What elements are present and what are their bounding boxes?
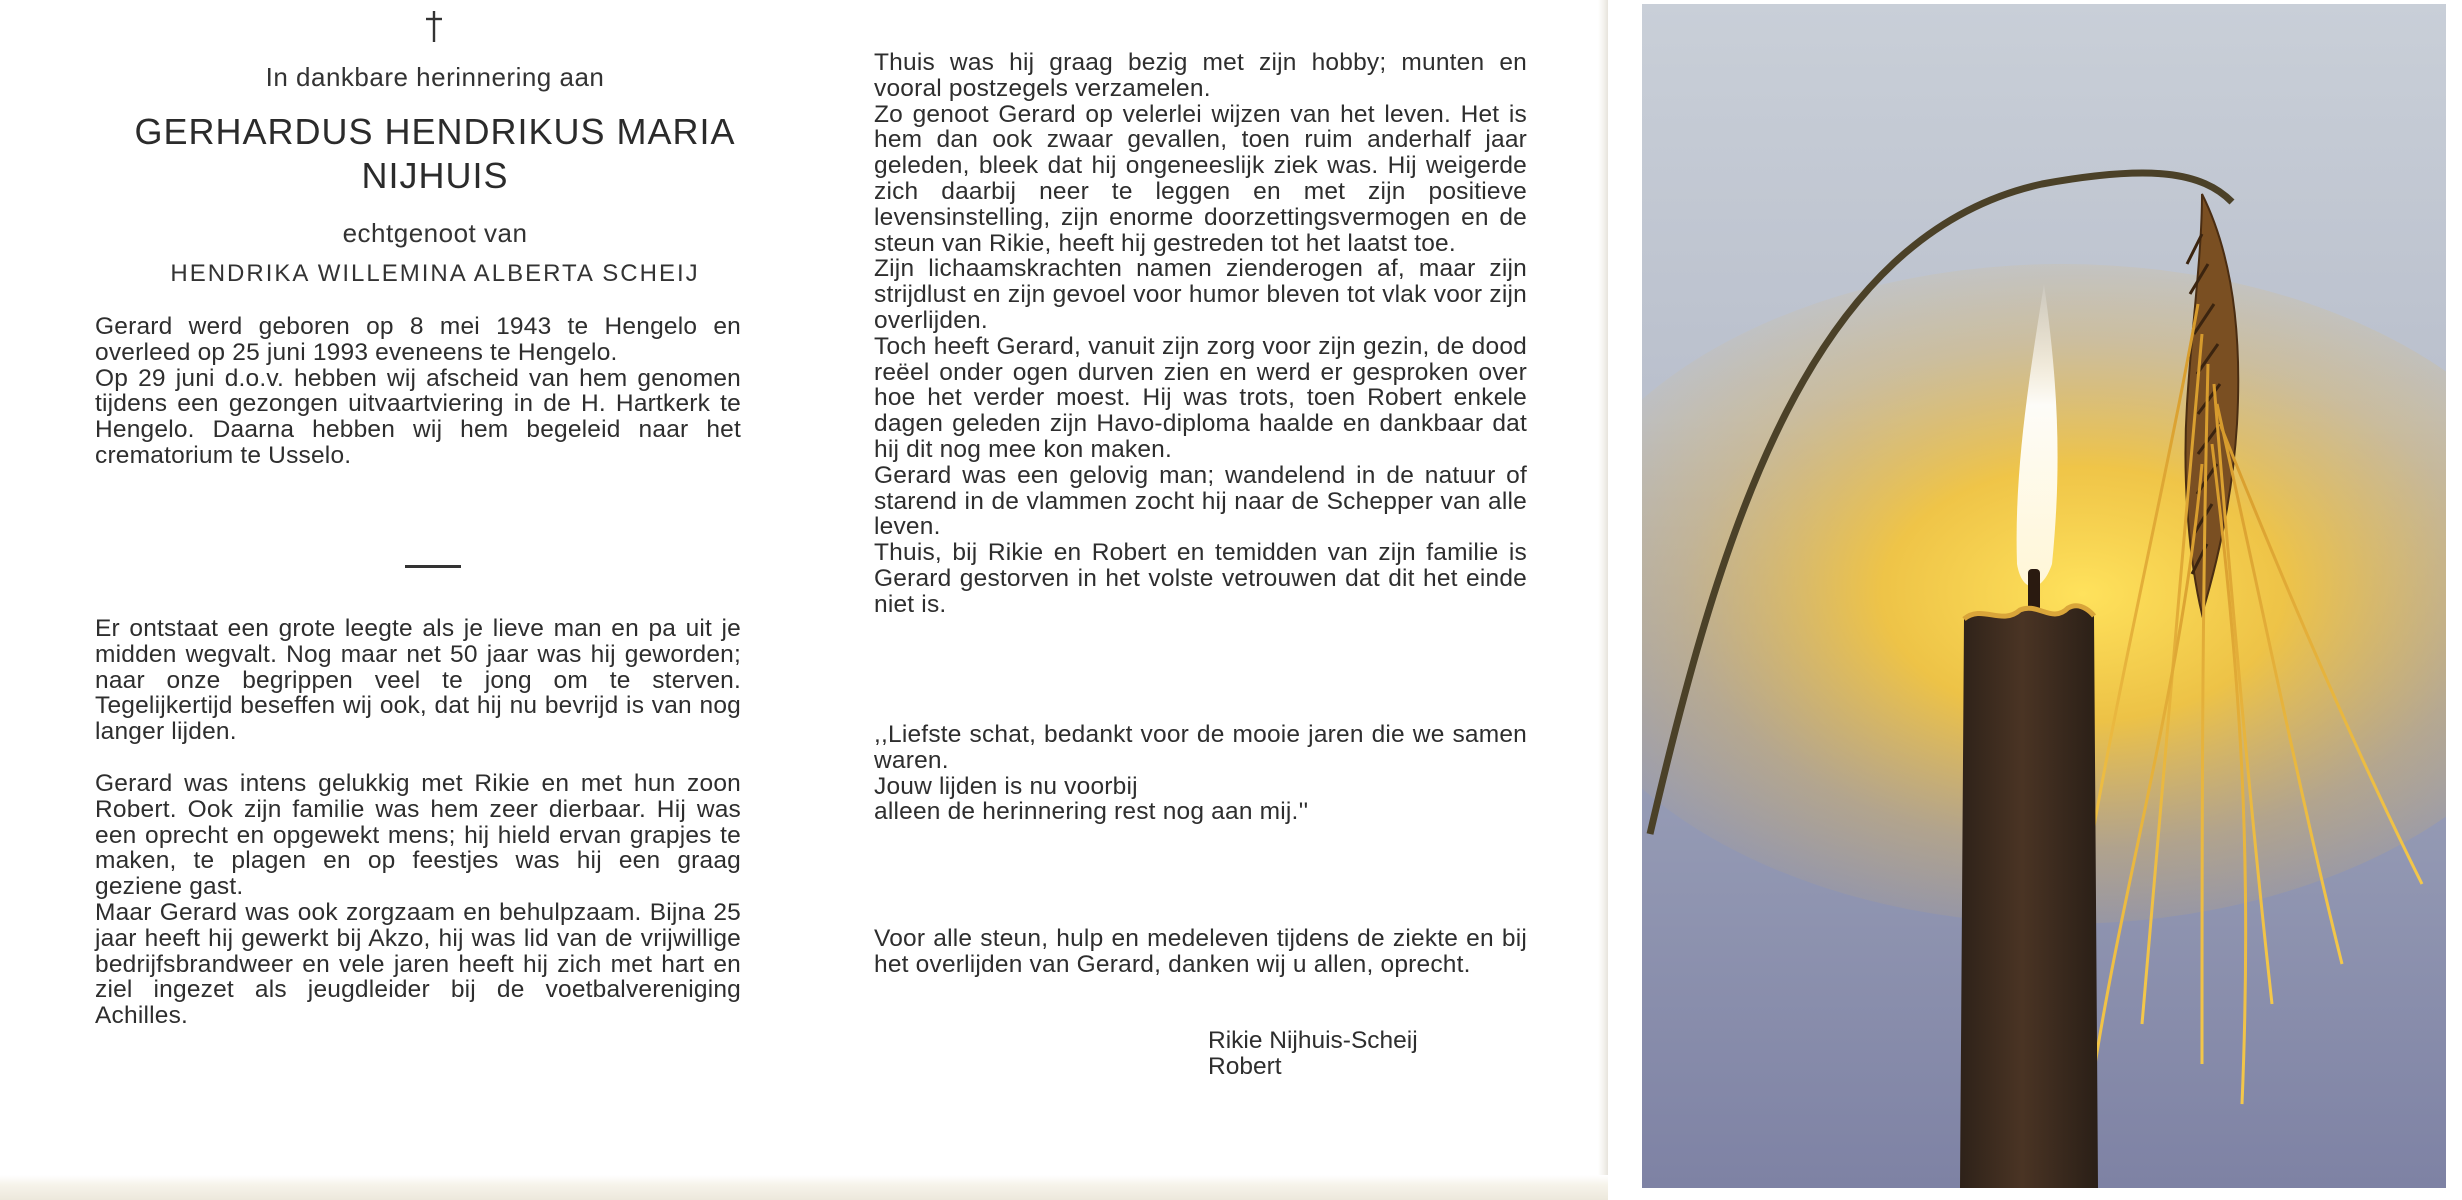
- deceased-name-line2: NIJHUIS: [361, 155, 509, 196]
- candle-and-wheat-ear-photo: [1642, 4, 2446, 1188]
- signature-line-2: Robert: [1208, 1053, 1282, 1080]
- hobby-paragraph: Thuis was hij graag bezig met zijn hobby; munten en vooral postzegels verzamelen.: [874, 49, 1527, 102]
- biography-continued: [874, 50, 1527, 618]
- thanks-paragraph: Voor alle steun, hulp en medeleven tijdens de ziekte en bij het overlijden van Gerard, danken wij u allen, oprecht.: [874, 925, 1527, 978]
- left-page: [0, 0, 816, 1188]
- enjoyed-life-paragraph: Zo genoot Gerard op velerlei wijzen van het leven. Het is hem dan ook zwaar gevallen, toen ruim anderhalf jaar geleden, bleek dat hij ongeneeslijk ziek was. Hij weigerde zich daarbij neer te leggen en met zijn positieve levensinstelling, zijn enorme doorzettingsvermogen en de steun van Rikie, heeft hij gestreden tot het laatst toe.: [874, 100, 1527, 257]
- home-paragraph: Thuis, bij Rikie en Robert en temidden van zijn familie is Gerard gestorven in het volste vetrouwen dat dit het einde niet is.: [874, 539, 1527, 618]
- quote-line-3: alleen de herinnering rest nog aan mij.'': [874, 798, 1309, 826]
- strength-paragraph: Zijn lichaamskrachten namen zienderogen af, maar zijn strijdlust en zijn gevoel voor humor bleven tot vlak voor zijn overlijden.: [874, 255, 1527, 334]
- biography-bottom: [95, 616, 741, 1029]
- farewell-quote: [874, 722, 1527, 825]
- emptiness-paragraph: Er ontstaat een grote leegte als je lieve man en pa uit je midden wegvalt. Nog maar net 50 jaar was hij geworden; naar onze begrippen veel te jong om te sterven. Tegelijkertijd beseffen wij ook, dat hij nu bevrijd is van nog langer lijden.: [95, 615, 741, 746]
- thanks-block: [874, 926, 1527, 978]
- happiness-paragraph: Gerard was intens gelukkig met Rikie en met hun zoon Robert. Ook zijn familie was hem zeer dierbaar. Hij was een oprecht en opgewekt mens; hij hield ervan grapjes te maken, te plagen en op feestjes was hij een graag geziene gast.: [95, 769, 741, 901]
- care-paragraph: Toch heeft Gerard, vanuit zijn zorg voor zijn gezin, de dood reëel onder ogen durven zien en werd er gesproken over hoe het verder moest. Hij was trots, toen Robert enkele dagen geleden zijn Havo-diploma haalde en dankbaar dat hij dit nog mee kon maken.: [874, 332, 1527, 463]
- birth-paragraph: Gerard werd geboren op 8 mei 1943 te Hengelo en overleed op 25 juni 1993 eveneens te Hengelo.: [95, 313, 741, 366]
- faith-paragraph: Gerard was een gelovig man; wandelend in de natuur of starend in de vlammen zocht hij naar de Schepper van alle leven.: [874, 461, 1527, 541]
- signature-line-1: Rikie Nijhuis-Scheij: [1208, 1027, 1418, 1054]
- card-fold-edge: [1598, 0, 1608, 1188]
- quote-line-1: ,,Liefste schat, bedankt voor de mooie jaren die we samen waren.: [874, 721, 1527, 774]
- intro-text: In dankbare herinnering aan: [265, 62, 605, 92]
- photo-illustration: [1642, 4, 2446, 1188]
- quote-line-2: Jouw lijden is nu voorbij: [874, 772, 1138, 800]
- card-bottom-edge: [0, 1175, 1608, 1200]
- funeral-paragraph: Op 29 juni d.o.v. hebben wij afscheid van hem genomen tijdens een gezongen uitvaartviering in de H. Hartkerk te Hengelo. Daarna hebben wij hem begeleid naar het crematorium te Usselo.: [95, 364, 741, 469]
- section-divider: [405, 565, 461, 568]
- signature: [1208, 1028, 1418, 1080]
- middle-page: [816, 0, 1606, 1188]
- deceased-name-line1: GERHARDUS HENDRIKUS MARIA: [134, 111, 736, 152]
- candle-body: [1960, 606, 2098, 1188]
- spouse-name: HENDRIKA WILLEMINA ALBERTA SCHEIJ: [170, 260, 700, 287]
- cross-icon: [423, 8, 445, 44]
- relation-text: echtgenoot van: [342, 218, 528, 248]
- caring-paragraph: Maar Gerard was ook zorgzaam en behulpzaam. Bijna 25 jaar heeft hij gewerkt bij Akzo, hij was lid van de vrijwillige bedrijfsbrandweer en vele jaren heeft hij zich met hart en ziel ingezet als jeugdleider bij de voetbalvereniging Achilles.: [95, 898, 741, 1030]
- biography-top: [95, 314, 741, 469]
